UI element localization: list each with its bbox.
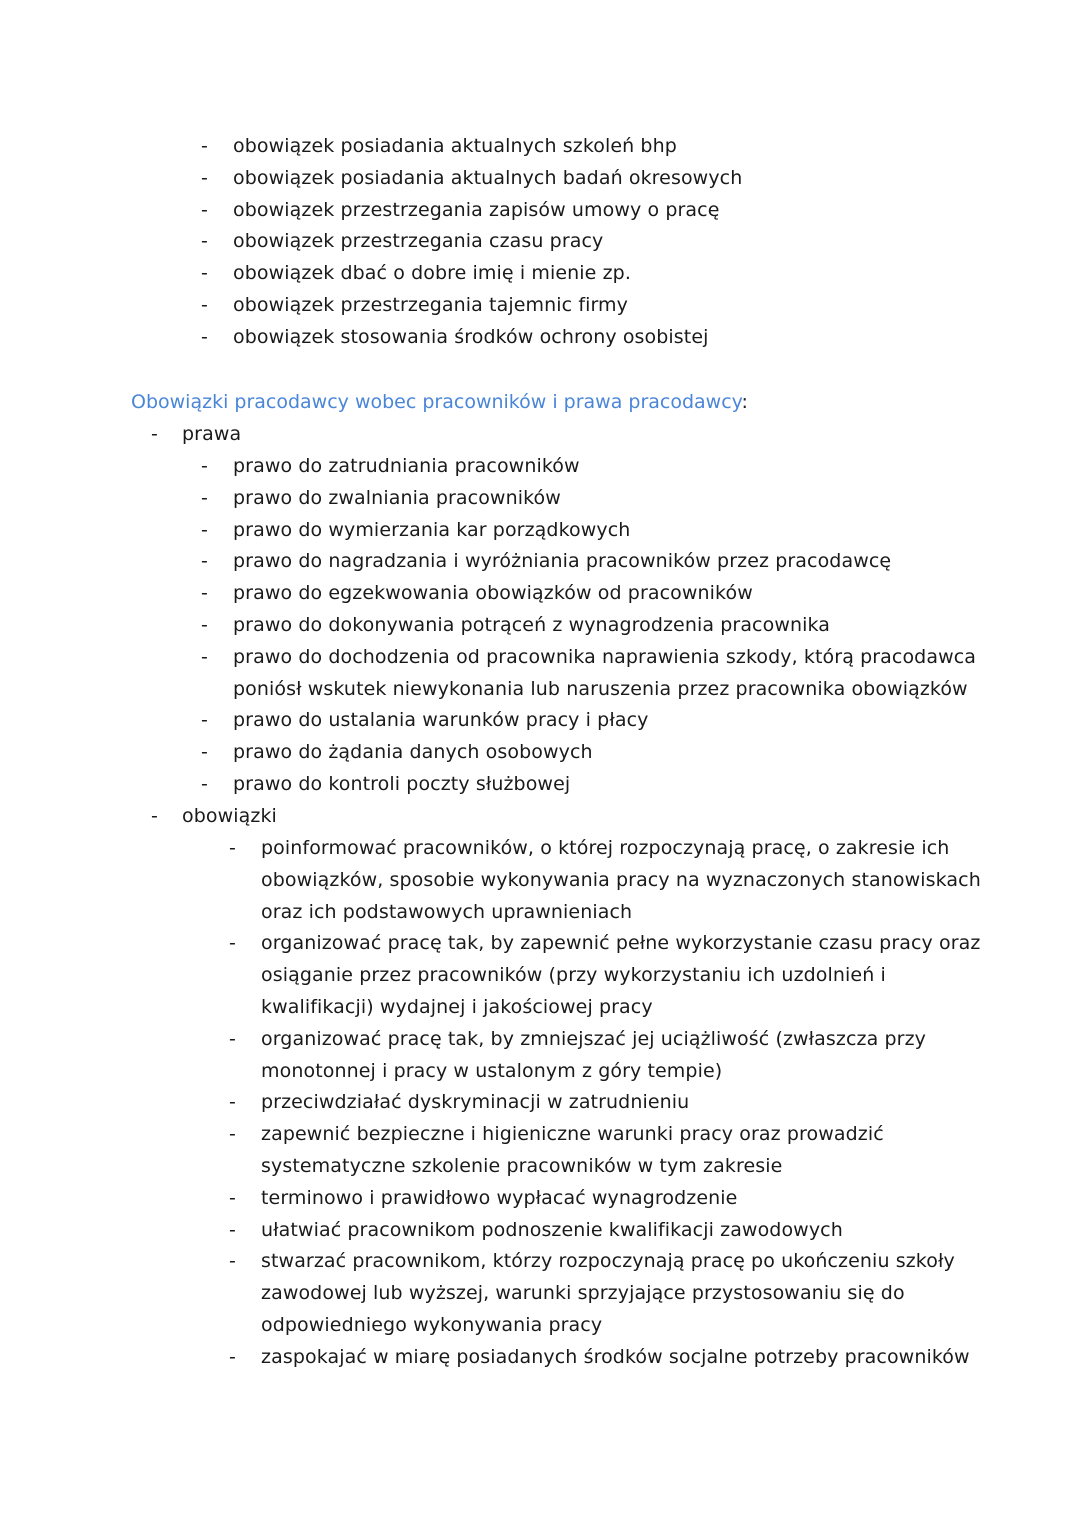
right-item-text: prawo do ustalania warunków pracy i płacy bbox=[233, 709, 649, 732]
duty-item-text: zaspokajać w miarę posiadanych środków socjalne potrzeby pracowników bbox=[261, 1345, 970, 1368]
duty-item-bullet: - bbox=[229, 837, 236, 859]
right-item-bullet: - bbox=[201, 773, 208, 795]
duty-item-text: przeciwdziałać dyskryminacji w zatrudnieniu bbox=[261, 1091, 690, 1114]
employee-duty-item-text: obowiązek posiadania aktualnych badań okresowych bbox=[233, 166, 743, 189]
right-item-text: prawo do żądania danych osobowych bbox=[233, 741, 593, 764]
right-item-text: prawo do kontroli poczty służbowej bbox=[233, 773, 571, 795]
duty-item-bullet: - bbox=[229, 932, 236, 955]
right-item-bullet: - bbox=[201, 582, 208, 605]
section-heading bbox=[131, 386, 748, 418]
right-item-text: poniósł wskutek niewykonania lub naruszenia przez pracownika obowiązków bbox=[233, 677, 968, 700]
duty-item-bullet: - bbox=[229, 1123, 236, 1146]
duty-item-text: zapewnić bezpieczne i higieniczne warunki pracy oraz prowadzić bbox=[261, 1123, 884, 1146]
duty-item-text: organizować pracę tak, by zapewnić pełne wykorzystanie czasu pracy oraz bbox=[261, 932, 981, 955]
employee-duty-item-bullet: - bbox=[201, 198, 208, 221]
section-title: Obowiązki pracodawcy wobec pracowników i prawa pracodawcy bbox=[131, 391, 742, 413]
right-item-bullet: - bbox=[201, 455, 208, 477]
employee-duty-item-bullet: - bbox=[201, 325, 208, 348]
right-item-bullet: - bbox=[201, 741, 208, 764]
employee-duty-item-text: obowiązek przestrzegania czasu pracy bbox=[233, 230, 604, 253]
duty-item-text: obowiązków, sposobie wykonywania pracy na wyznaczonych stanowiskach bbox=[261, 868, 981, 891]
duty-item-bullet: - bbox=[229, 1218, 236, 1241]
employee-duty-item-text: obowiązek dbać o dobre imię i mienie zp. bbox=[233, 262, 631, 285]
duty-item-text: systematyczne szkolenie pracowników w tym zakresie bbox=[261, 1155, 783, 1177]
right-item-bullet: - bbox=[201, 550, 208, 573]
rights-dash: - bbox=[151, 423, 158, 445]
right-item-text: prawo do egzekwowania obowiązków od pracowników bbox=[233, 582, 753, 605]
duty-item-text: ułatwiać pracownikom podnoszenie kwalifikacji zawodowych bbox=[261, 1218, 843, 1241]
duty-item-bullet: - bbox=[229, 1345, 236, 1368]
right-item-text: prawo do dochodzenia od pracownika naprawienia szkody, którą pracodawca bbox=[233, 645, 976, 668]
employee-duty-item-text: obowiązek przestrzegania tajemnic firmy bbox=[233, 294, 629, 316]
duty-item-bullet: - bbox=[229, 1186, 236, 1209]
duty-item-text: organizować pracę tak, by zmniejszać jej uciążliwość (zwłaszcza przy bbox=[261, 1027, 926, 1050]
right-item-text: prawo do zatrudniania pracowników bbox=[233, 455, 580, 477]
right-item-bullet: - bbox=[201, 518, 208, 541]
employee-duty-item-bullet: - bbox=[201, 262, 208, 285]
right-item-bullet: - bbox=[201, 645, 208, 668]
duty-item-bullet: - bbox=[229, 1091, 236, 1114]
duty-item-text: stwarzać pracownikom, którzy rozpoczynają pracę po ukończeniu szkoły bbox=[261, 1250, 955, 1273]
duty-item-text: oraz ich podstawowych uprawnieniach bbox=[261, 900, 633, 923]
right-item-text: prawo do zwalniania pracowników bbox=[233, 486, 561, 509]
employee-duty-item-bullet: - bbox=[201, 135, 208, 157]
employee-duty-item-text: obowiązek przestrzegania zapisów umowy o pracę bbox=[233, 198, 720, 221]
right-item-text: prawo do nagradzania i wyróżniania pracowników przez pracodawcę bbox=[233, 550, 892, 573]
right-item-bullet: - bbox=[201, 614, 208, 636]
duty-item-text: monotonnej i pracy w ustalonym z góry tempie) bbox=[261, 1059, 723, 1082]
duties-dash: - bbox=[151, 805, 158, 827]
employee-duty-item-bullet: - bbox=[201, 230, 208, 253]
section-title-colon: : bbox=[741, 391, 748, 413]
right-item-text: prawo do dokonywania potrąceń z wynagrodzenia pracownika bbox=[233, 614, 831, 636]
duty-item-bullet: - bbox=[229, 1250, 236, 1273]
duty-item-text: osiąganie przez pracowników (przy wykorzystaniu ich uzdolnień i bbox=[261, 964, 886, 987]
rights-label: prawa bbox=[182, 423, 242, 445]
right-item-bullet: - bbox=[201, 709, 208, 732]
employee-duty-item-bullet: - bbox=[201, 294, 208, 316]
duty-item-text: odpowiedniego wykonywania pracy bbox=[261, 1314, 603, 1336]
employee-duty-item-text: obowiązek posiadania aktualnych szkoleń bhp bbox=[233, 135, 677, 157]
employee-duty-item-text: obowiązek stosowania środków ochrony osobistej bbox=[233, 325, 709, 348]
right-item-bullet: - bbox=[201, 486, 208, 509]
duty-item-bullet: - bbox=[229, 1027, 236, 1050]
duties-label: obowiązki bbox=[182, 805, 277, 827]
duty-item-text: terminowo i prawidłowo wypłacać wynagrodzenie bbox=[261, 1186, 738, 1209]
duty-item-text: zawodowej lub wyższej, warunki sprzyjające przystosowaniu się do bbox=[261, 1282, 905, 1305]
right-item-text: prawo do wymierzania kar porządkowych bbox=[233, 518, 631, 541]
duty-item-text: poinformować pracowników, o której rozpoczynają pracę, o zakresie ich bbox=[261, 837, 950, 859]
employee-duty-item-bullet: - bbox=[201, 166, 208, 189]
duty-item-text: kwalifikacji) wydajnej i jakościowej pracy bbox=[261, 996, 653, 1018]
